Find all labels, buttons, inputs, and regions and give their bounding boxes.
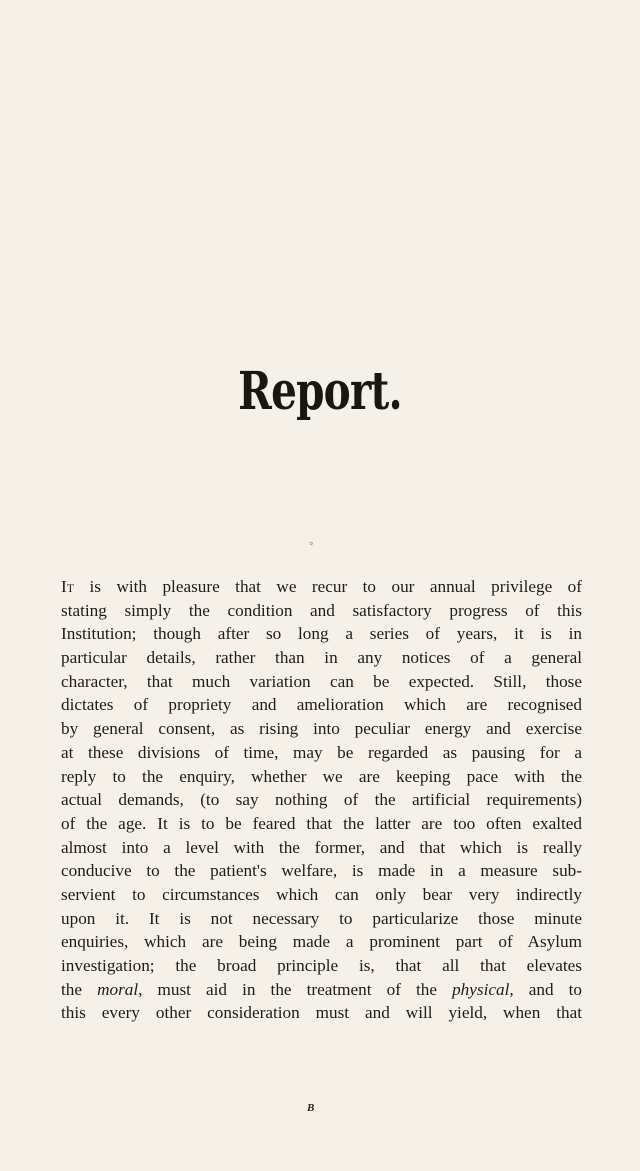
text-line: It is with pleasure that we recur to our annual privilege of — [61, 577, 582, 596]
page-title: Report. — [238, 361, 402, 422]
text-line: by general consent, as rising into peculiar energy and exercise — [61, 719, 582, 739]
italic-word: physical — [452, 979, 510, 999]
printer-mark: ° — [309, 542, 314, 552]
text-line: of the age. It is to be feared that the latter are too often exalted — [61, 813, 582, 833]
text-line: upon it. It is not necessary to particularize those minute — [61, 908, 582, 928]
text-line: dictates of propriety and amelioration which are recognised — [61, 695, 582, 715]
text-line: stating simply the condition and satisfactory progress of this — [61, 600, 582, 620]
text-line: conducive to the patient's welfare, is made in a measure sub- — [61, 861, 582, 881]
signature-mark: B — [307, 1102, 315, 1114]
text-line: particular details, rather than in any notices of a general — [61, 648, 582, 668]
text-line: actual demands, (to say nothing of the artificial requirements) — [61, 790, 582, 810]
text-line: this every other consideration must and will yield, when that — [61, 1003, 582, 1023]
text-line: reply to the enquiry, whether we are keeping pace with the — [61, 766, 582, 786]
body-paragraph — [61, 575, 582, 1025]
opening-word: It — [61, 577, 75, 596]
text-line: servient to circumstances which can only bear very indirectly — [61, 884, 582, 904]
text-line: at these divisions of time, may be regarded as pausing for a — [61, 742, 582, 762]
text-line: character, that much variation can be expected. Still, those — [61, 671, 582, 691]
text-line: the moral, must aid in the treatment of the physical, and to — [61, 979, 582, 999]
text-line: almost into a level with the former, and that which is really — [61, 837, 582, 857]
text-line: enquiries, which are being made a prominent part of Asylum — [61, 932, 582, 952]
italic-word: moral — [97, 979, 139, 999]
text-line: Institution; though after so long a series of years, it is in — [61, 624, 582, 644]
text-line: investigation; the broad principle is, that all that elevates — [61, 956, 582, 975]
